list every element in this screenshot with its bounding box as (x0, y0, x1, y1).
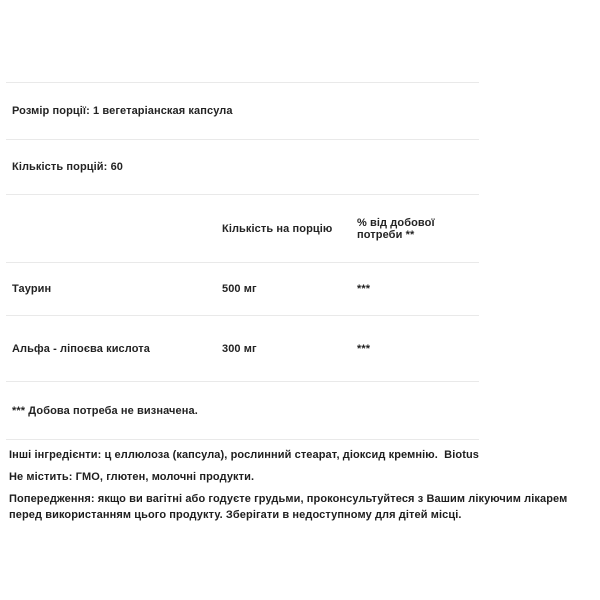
serving-size-text: Розмір порції: 1 вегетаріанская капсула (12, 105, 233, 117)
serving-size-row (6, 83, 479, 140)
other-ingredients-text: Інші інгредієнти: ц еллюлоза (капсула), рослинний стеарат, діоксид кремнію. Biotus (9, 449, 480, 461)
servings-count-row (6, 140, 479, 195)
servings-count-text: Кількість порцій: 60 (12, 161, 124, 173)
table-row-alpha-lipoic-acid (6, 316, 479, 382)
column-header-amount: Кількість на порцію (222, 222, 333, 235)
column-header-daily-value: % від добової потреби ** (357, 216, 435, 241)
footer-notes (9, 439, 593, 530)
table-header-row (6, 195, 479, 263)
free-of-text: Не містить: ГМО, глютен, молочні продукти. (9, 471, 255, 483)
ingredient-name: Таурин (12, 283, 52, 295)
warning-text: Попередження: якщо ви вагітні або годуєте грудьми, проконсультуйтеся з Вашим лікуючим лікарем перед використанням цього продукту. Зберігати в недоступному для дітей місці. (9, 493, 571, 521)
footnote-row (6, 382, 479, 440)
ingredient-name: Альфа - ліпоєва кислота (12, 342, 150, 355)
table-row-taurine (6, 263, 479, 316)
ingredient-daily-value: *** (357, 283, 371, 295)
ingredient-amount: 300 мг (222, 342, 257, 355)
facts-table (6, 82, 479, 440)
footnote-text: *** Добова потреба не визначена. (12, 404, 198, 417)
ingredient-daily-value: *** (357, 342, 371, 355)
ingredient-amount: 500 мг (222, 283, 257, 295)
